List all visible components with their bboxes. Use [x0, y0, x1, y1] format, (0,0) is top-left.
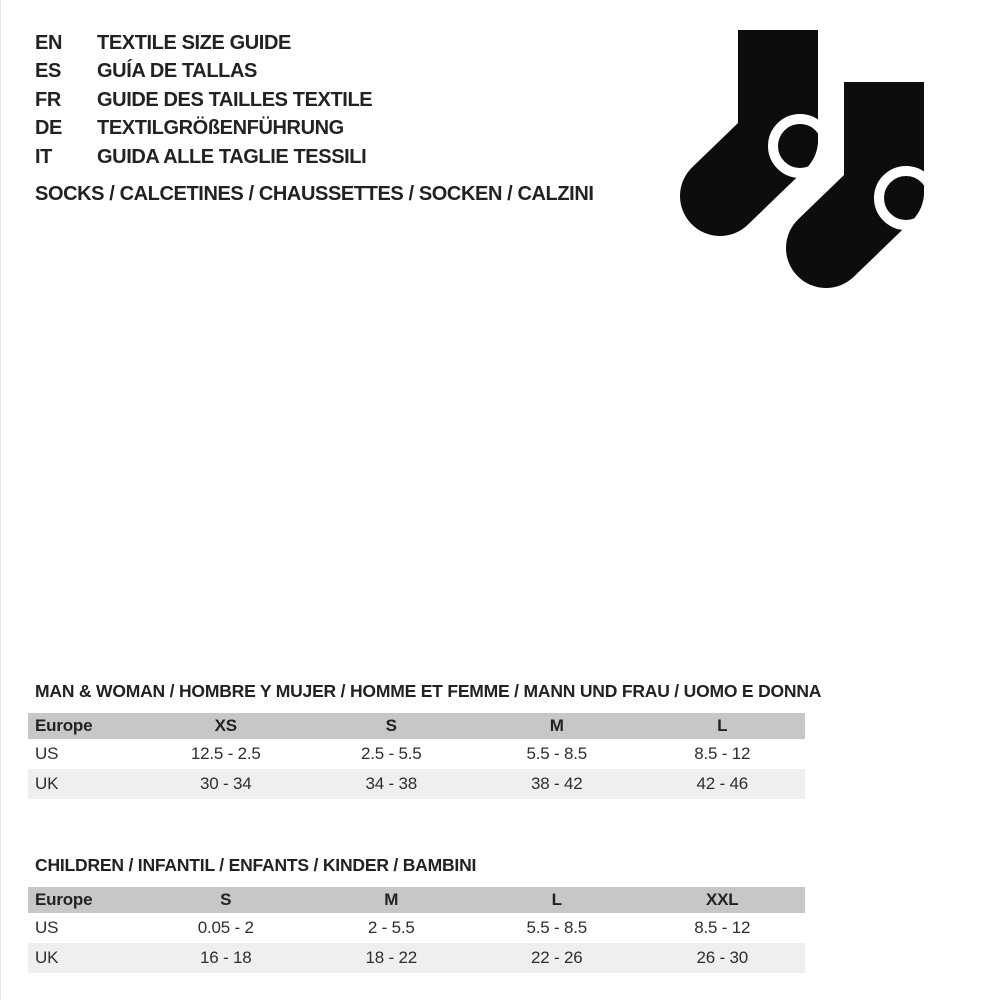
- category-line: SOCKS / CALCETINES / CHAUSSETTES / SOCKEN / CALZINI: [35, 183, 594, 205]
- header-cell-size: S: [220, 890, 232, 909]
- language-label: TEXTILGRÖßENFÜHRUNG: [97, 117, 344, 140]
- size-value-cell: 42 - 46: [696, 774, 749, 793]
- language-row-fr: [35, 86, 372, 115]
- sock-right-icon: [826, 82, 933, 248]
- size-value-cell: 38 - 42: [530, 774, 583, 793]
- row-label: US: [35, 744, 59, 763]
- language-code: FR: [35, 88, 61, 111]
- table-row-uk: [28, 943, 805, 973]
- page-left-edge-line: [0, 0, 1, 1000]
- man-woman-size-table: [28, 713, 805, 799]
- size-value-cell: 5.5 - 8.5: [526, 918, 588, 937]
- size-value-cell: 8.5 - 12: [694, 744, 751, 763]
- language-code: ES: [35, 60, 61, 83]
- size-value-cell: 22 - 26: [530, 948, 583, 967]
- language-label: GUIDA ALLE TAGLIE TESSILI: [97, 145, 367, 168]
- header-cell-size: M: [549, 716, 564, 735]
- size-value-cell: 34 - 38: [365, 774, 418, 793]
- language-row-en: [35, 29, 372, 58]
- header-cell-region: Europe: [35, 716, 93, 735]
- size-value-cell: 2 - 5.5: [367, 918, 415, 937]
- size-value-cell: 16 - 18: [199, 948, 252, 967]
- table-header-row: [28, 713, 805, 739]
- table-row-us: [28, 739, 805, 769]
- language-row-it: [35, 143, 372, 172]
- header-cell-region: Europe: [35, 890, 93, 909]
- language-row-de: [35, 115, 372, 144]
- children-size-table: [28, 887, 805, 973]
- man-woman-size-section: [28, 681, 822, 799]
- size-value-cell: 2.5 - 5.5: [360, 744, 422, 763]
- language-label: TEXTILE SIZE GUIDE: [97, 31, 291, 54]
- language-code: EN: [35, 31, 62, 54]
- socks-icon: [658, 16, 948, 306]
- header-cell-size: S: [385, 716, 397, 735]
- language-title-list: [35, 29, 372, 172]
- size-value-cell: 8.5 - 12: [694, 918, 751, 937]
- language-code: IT: [35, 145, 52, 168]
- language-code: DE: [35, 117, 62, 140]
- size-value-cell: 18 - 22: [365, 948, 418, 967]
- language-row-es: [35, 58, 372, 87]
- header-cell-size: M: [384, 890, 399, 909]
- table-row-uk: [28, 769, 805, 799]
- children-table-title: CHILDREN / INFANTIL / ENFANTS / KINDER / BAMBINI: [35, 855, 477, 875]
- header-cell-size: XS: [214, 716, 237, 735]
- header-cell-size: L: [717, 716, 728, 735]
- man-woman-table-title: MAN & WOMAN / HOMBRE Y MUJER / HOMME ET FEMME / MANN UND FRAU / UOMO E DONNA: [35, 681, 822, 701]
- sock-left-icon: [720, 30, 827, 196]
- table-header-row: [28, 887, 805, 913]
- header-cell-size: L: [551, 890, 562, 909]
- size-value-cell: 30 - 34: [199, 774, 252, 793]
- row-label: UK: [35, 948, 59, 967]
- table-row-us: [28, 913, 805, 943]
- row-label: UK: [35, 774, 59, 793]
- language-label: GUIDE DES TAILLES TEXTILE: [97, 88, 373, 111]
- children-size-section: [28, 855, 805, 973]
- size-value-cell: 0.05 - 2: [197, 918, 254, 937]
- size-value-cell: 26 - 30: [696, 948, 749, 967]
- language-label: GUÍA DE TALLAS: [97, 60, 257, 83]
- size-value-cell: 12.5 - 2.5: [190, 744, 261, 763]
- row-label: US: [35, 918, 59, 937]
- header-cell-size: XXL: [706, 890, 739, 909]
- size-value-cell: 5.5 - 8.5: [526, 744, 588, 763]
